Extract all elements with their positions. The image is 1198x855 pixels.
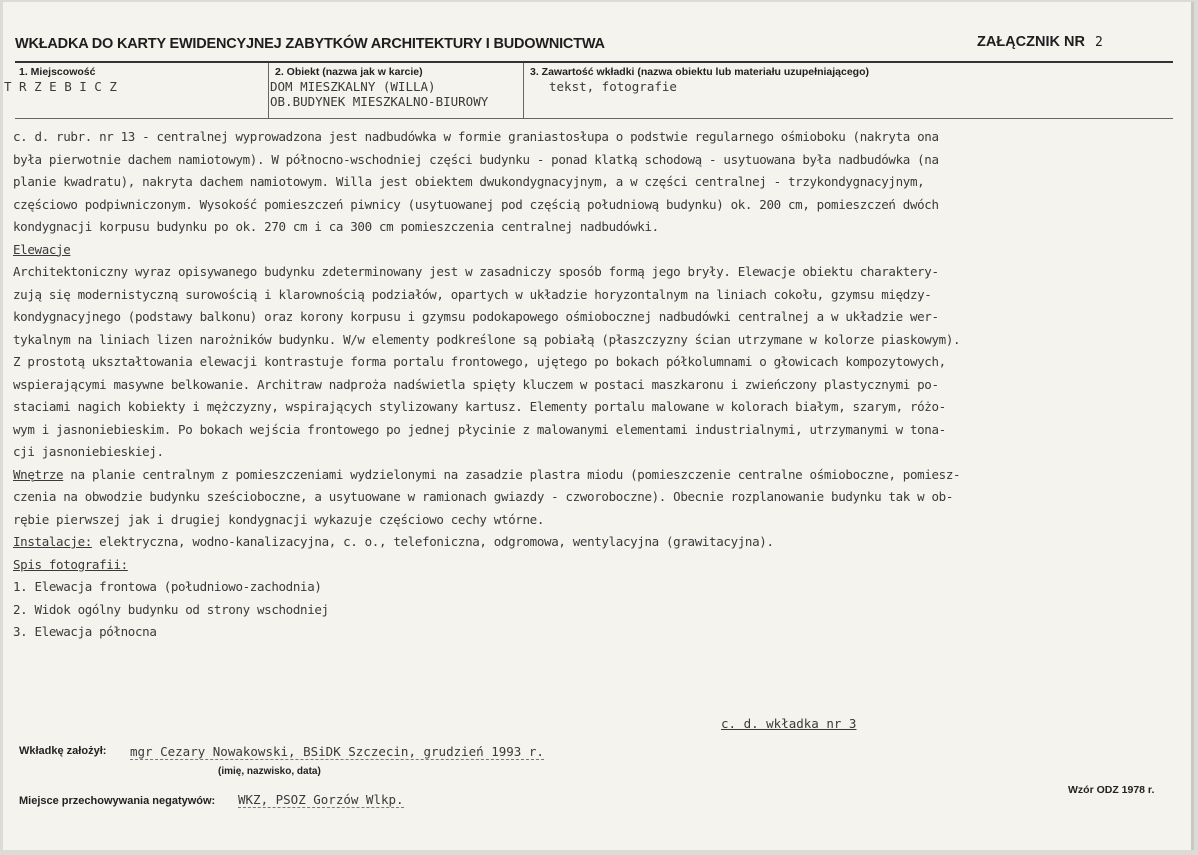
text-line-installations xyxy=(13,531,1188,554)
annex-label xyxy=(977,34,1103,50)
field-divider-1 xyxy=(268,63,269,118)
installations-text: elektryczna, wodno-kanalizacyjna, c. o., telefoniczna, odgromowa, wentylacyjna (grawitacyjna). xyxy=(99,534,774,549)
content-label: 3. Zawartość wkładki (nazwa obiektu lub materiału uzupełniającego) xyxy=(530,66,869,78)
text-line: cji jasnoniebieskiej. xyxy=(13,444,164,459)
text-line: staciami nagich kobiekty i mężczyzny, wspirających stylizowany kartusz. Elementy portalu malowane w kolorach białym, szarym, różo- xyxy=(13,399,946,414)
text-line: częściowo podpiwniczonym. Wysokość pomieszczeń piwnicy (usytuowanej pod częścią południową budynku) ok. 200 cm, pomieszczeń dwóch xyxy=(13,196,939,212)
section-heading-elevations: Elewacje xyxy=(13,241,71,257)
photo-list-item: 3. Elewacja północna xyxy=(13,624,157,639)
field-divider-2 xyxy=(523,63,524,118)
section-heading-interior: Wnętrze xyxy=(13,466,64,482)
locality-label: 1. Miejscowość xyxy=(19,66,96,78)
section-heading-photos: Spis fotografii: xyxy=(13,556,128,572)
photo-list-item: 2. Widok ogólny budynku od strony wschodniej xyxy=(13,601,329,617)
text-line: kondygnacji korpusu budynku po ok. 270 cm i ca 300 cm pomieszczenia centralnej nadbudówki. xyxy=(13,219,659,234)
created-by-label: Wkładkę założył: xyxy=(19,745,107,757)
text-line: c. d. rubr. nr 13 - centralnej wyprowadzona jest nadbudówka w formie graniastosłupa o podstwie regularnego ośmioboku (nakryta ona xyxy=(13,129,939,144)
storage-label: Miejsce przechowywania negatywów: xyxy=(19,795,216,807)
text-line: zują się modernistyczną surowością i klarownością podziałów, opartych w układzie horyzontalnym na liniach cokołu, gzymsu między- xyxy=(13,286,932,302)
text-line: tykalnym na liniach lizen narożników budynku. W/w elementy podkreślone są pobiałą (płaszczyzny ścian utrzymane w kolorze piaskowym). xyxy=(13,331,961,347)
text-line: była pierwotnie dachem namiotowym). W północno-wschodniej części budynku - ponad klatką schodową - usytuowana była nadbudówka (na xyxy=(13,151,939,167)
object-label: 2. Obiekt (nazwa jak w karcie) xyxy=(275,66,423,78)
text-line-interior xyxy=(13,464,1188,487)
card-title: WKŁADKA DO KARTY EWIDENCYJNEJ ZABYTKÓW ARCHITEKTURY I BUDOWNICTWA xyxy=(15,36,605,52)
locality-value: T R Z E B I C Z xyxy=(4,79,117,94)
text-line: czenia na obwodzie budynku sześcioboczne, a usytuowane w ramionach gwiazdy - czworoboczne). Obecnie rozplanowanie budynku tak w ob- xyxy=(13,489,954,504)
text-line: wspierającymi masywne belkowanie. Architraw nadproża nadświetla spięty kluczem w postaci maszkaronu i zwieńczony plastycznymi po- xyxy=(13,376,939,392)
text-line: Architektoniczny wyraz opisywanego budynku zdeterminowany jest w zasadniczy sposób formą jego bryły. Elewacje obiektu charaktery- xyxy=(13,264,939,279)
content-value: tekst, fotografie xyxy=(549,79,677,94)
continuation-reference: c. d. wkładka nr 3 xyxy=(721,716,857,731)
section-heading-installations: Instalacje: xyxy=(13,534,92,549)
interior-text: na planie centralnym z pomieszczeniami wydzielonymi na zasadzie plastra miodu (pomieszczenie centralne ośmioboczne, pomiesz- xyxy=(70,466,961,482)
text-line: Z prostotą ukształtowania elewacji kontrastuje forma portalu frontowego, ujętego po bokach półkolumnami o głowicach kompozytowych, xyxy=(13,354,946,369)
photo-list-item: 1. Elewacja frontowa (południowo-zachodnia) xyxy=(13,579,322,594)
text-line: planie kwadratu), nakryta dachem namiotowym. Willa jest obiektem dwukondygnacyjnym, a w części centralnej - trzykondygnacyjnym, xyxy=(13,174,925,189)
created-by-value: mgr Cezary Nowakowski, BSiDK Szczecin, grudzień 1993 r. xyxy=(130,744,544,759)
annex-label-text: ZAŁĄCZNIK NR xyxy=(977,34,1085,50)
object-value-line1: DOM MIESZKALNY (WILLA) xyxy=(270,79,436,94)
fields-divider xyxy=(15,118,1173,119)
created-by-note: (imię, nazwisko, data) xyxy=(218,766,321,777)
form-code: Wzór ODZ 1978 r. xyxy=(1068,784,1155,796)
text-line: rębie pierwszej jak i drugiej kondygnacji wykazuje częściowo cechy wtórne. xyxy=(13,511,544,527)
annex-number: 2 xyxy=(1094,35,1103,50)
text-line: kondygnacyjnego (podstawy balkonu) oraz korony korpusu i gzymsu podokapowego ośmiobocznej nadbudówki centralnej a w układzie wer- xyxy=(13,309,939,324)
object-value-line2: OB.BUDYNEK MIESZKALNO-BIUROWY xyxy=(270,94,489,109)
storage-value: WKZ, PSOZ Gorzów Wlkp. xyxy=(238,792,404,807)
description-text xyxy=(13,126,1188,644)
text-line: wym i jasnoniebieskim. Po bokach wejścia frontowego po jednej płycinie z malowanymi elementami industrialnymi, utrzymanymi w tona- xyxy=(13,421,946,437)
header-divider xyxy=(15,61,1173,63)
